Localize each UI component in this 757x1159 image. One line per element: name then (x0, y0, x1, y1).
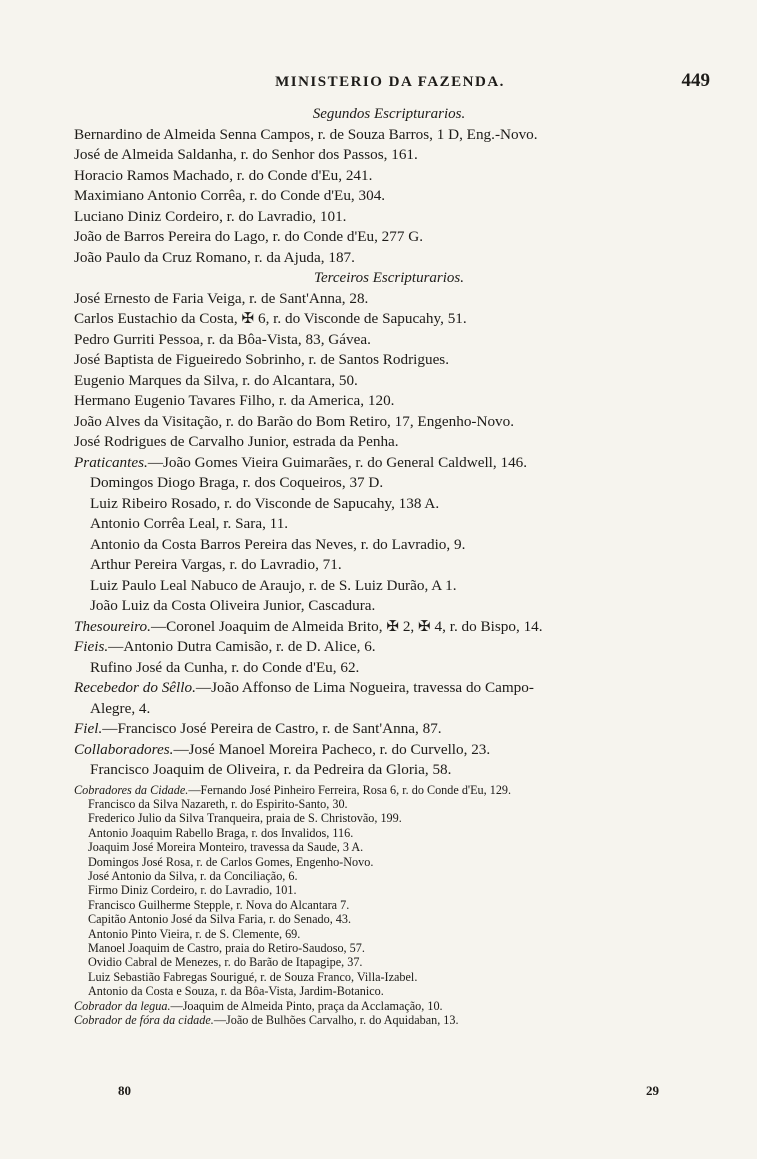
thesoureiro-entry (74, 617, 704, 638)
list-item: Luiz Paulo Leal Nabuco de Araujo, r. de S. Luiz Durão, A 1. (90, 576, 457, 594)
entry-text: —Joaquim de Almeida Pinto, praça da Acclamação, 10. (170, 998, 443, 1013)
recebedor-section (74, 678, 704, 719)
list-item: Horacio Ramos Machado, r. do Conde d'Eu, 241. (74, 166, 373, 184)
list-item: João Luiz da Costa Oliveira Junior, Cascadura. (90, 597, 376, 614)
list-item: José Rodrigues de Carvalho Junior, estrada da Penha. (74, 433, 399, 450)
fieis-section (74, 637, 704, 678)
entry-text: —Francisco José Pereira de Castro, r. de Sant'Anna, 87. (102, 720, 442, 737)
fiel-entry (74, 719, 704, 740)
list-item: João de Barros Pereira do Lago, r. do Conde d'Eu, 277 G. (74, 228, 424, 245)
entry-text: —Antonio Dutra Camisão, r. de D. Alice, 6. (108, 638, 376, 655)
list-item: José de Almeida Saldanha, r. do Senhor dos Passos, 161. (74, 146, 418, 163)
list-item: Ovidio Cabral de Menezes, r. do Barão de Itapagipe, 37. (88, 955, 363, 970)
cobrador-fora-entry (74, 1013, 704, 1027)
section-label: Recebedor do Sêllo. (74, 679, 196, 696)
section-label: Praticantes. (74, 453, 148, 471)
footer-left-number: 80 (118, 1083, 131, 1098)
section-label: Fiel. (74, 720, 103, 737)
list-item (74, 453, 704, 474)
list-item: Joaquim José Moreira Monteiro, travessa da Saude, 3 A. (88, 840, 364, 855)
list-item-continuation: Alegre, 4. (90, 699, 151, 717)
list-item: Francisco da Silva Nazareth, r. do Espirito-Santo, 30. (88, 796, 348, 811)
section-label: Cobrador de fóra da cidade. (74, 1013, 214, 1027)
list-item: Antonio Pinto Vieira, r. de S. Clemente, 69. (88, 926, 301, 941)
list-item (74, 637, 704, 658)
list-item (74, 678, 704, 699)
page-number: 449 (681, 70, 710, 91)
list-item: Arthur Pereira Vargas, r. do Lavradio, 71. (90, 556, 342, 573)
list-item: Luciano Diniz Cordeiro, r. do Lavradio, 101. (74, 207, 347, 225)
list-item: Firmo Diniz Cordeiro, r. do Lavradio, 101. (88, 883, 297, 898)
entry-text: —João Affonso de Lima Nogueira, travessa do Campo- (195, 679, 534, 696)
list-item: Eugenio Marques da Silva, r. do Alcantara, 50. (74, 371, 358, 389)
cobrador-legua-entry (74, 999, 704, 1013)
list-item: Frederico Julio da Silva Tranqueira, praia de S. Christovão, 199. (88, 811, 402, 826)
page-title: MINISTERIO DA FAZENDA. (275, 74, 505, 90)
entry-text: —Fernando José Pinheiro Ferreira, Rosa 6, r. do Conde d'Eu, 129. (188, 782, 512, 797)
praticantes-section (74, 453, 704, 617)
section-heading-segundos: Segundos Escripturarios. (312, 106, 466, 122)
list-item: Luiz Sebastião Fabregas Sourigué, r. de Souza Franco, Villa-Izabel. (88, 969, 418, 984)
list-item: Pedro Gurriti Pessoa, r. da Bôa-Vista, 83, Gávea. (74, 330, 371, 348)
list-item: José Ernesto de Faria Veiga, r. de Sant'Anna, 28. (74, 289, 369, 307)
collaboradores-section (74, 740, 704, 781)
list-item: Antonio da Costa Barros Pereira das Neves, r. do Lavradio, 9. (90, 535, 466, 553)
list-item: Bernardino de Almeida Senna Campos, r. de Souza Barros, 1 D, Eng.-Novo. (74, 125, 538, 143)
list-item: Antonio da Costa e Souza, r. da Bôa-Vista, Jardim-Botanico. (88, 984, 384, 999)
entry-text: —Coronel Joaquim de Almeida Brito, ✠ 2, ✠ 4, r. do Bispo, 14. (150, 617, 543, 635)
footer-right-number: 29 (646, 1083, 659, 1098)
cobradores-section (74, 783, 704, 1028)
section-label: Fieis. (74, 638, 109, 655)
section-label: Cobradores da Cidade. (74, 782, 189, 797)
segundos-list (74, 125, 704, 269)
list-item: Francisco Joaquim de Oliveira, r. da Pedreira da Gloria, 58. (90, 761, 452, 778)
page-header (70, 70, 710, 98)
document-body (74, 104, 704, 1027)
entry-text: —José Manoel Moreira Pacheco, r. do Curvello, 23. (173, 740, 491, 758)
list-item: Luiz Ribeiro Rosado, r. do Visconde de Sapucahy, 138 A. (90, 494, 440, 512)
list-item: Maximiano Antonio Corrêa, r. do Conde d'Eu, 304. (74, 187, 386, 204)
list-item: José Antonio da Silva, r. da Conciliação, 6. (88, 868, 298, 883)
list-item: Carlos Eustachio da Costa, ✠ 6, r. do Visconde de Sapucahy, 51. (74, 310, 467, 327)
list-item: Domingos Diogo Braga, r. dos Coqueiros, 37 D. (90, 474, 384, 491)
list-item: João Paulo da Cruz Romano, r. da Ajuda, 187. (74, 248, 355, 266)
list-item: Manoel Joaquim de Castro, praia do Retiro-Saudoso, 57. (88, 940, 365, 955)
entry-text: —João de Bulhões Carvalho, r. do Aquidaban, 13. (213, 1013, 459, 1027)
list-item (74, 740, 704, 761)
list-item: José Baptista de Figueiredo Sobrinho, r. de Santos Rodrigues. (74, 351, 450, 368)
section-label: Collaboradores. (74, 740, 174, 758)
list-item: Domingos José Rosa, r. de Carlos Gomes, Engenho-Novo. (88, 854, 374, 869)
list-item: Hermano Eugenio Tavares Filho, r. da America, 120. (74, 392, 395, 409)
list-item (74, 783, 704, 797)
list-item: Antonio Corrêa Leal, r. Sara, 11. (90, 515, 289, 532)
list-item: João Alves da Visitação, r. do Barão do Bom Retiro, 17, Engenho-Novo. (74, 412, 515, 430)
section-label: Thesoureiro. (74, 617, 151, 635)
list-item: Antonio Joaquim Rabello Braga, r. dos Invalidos, 116. (88, 825, 354, 840)
entry-text: —João Gomes Vieira Guimarães, r. do General Caldwell, 146. (147, 453, 528, 471)
list-item: Capitão Antonio José da Silva Faria, r. do Senado, 43. (88, 912, 352, 927)
terceiros-list (74, 289, 704, 453)
list-item: Rufino José da Cunha, r. do Conde d'Eu, 62. (90, 658, 360, 676)
section-label: Cobrador da legua. (74, 998, 171, 1013)
list-item: Francisco Guilherme Stepple, r. Nova do Alcantara 7. (88, 897, 350, 912)
section-heading-terceiros: Terceiros Escripturarios. (313, 270, 464, 286)
